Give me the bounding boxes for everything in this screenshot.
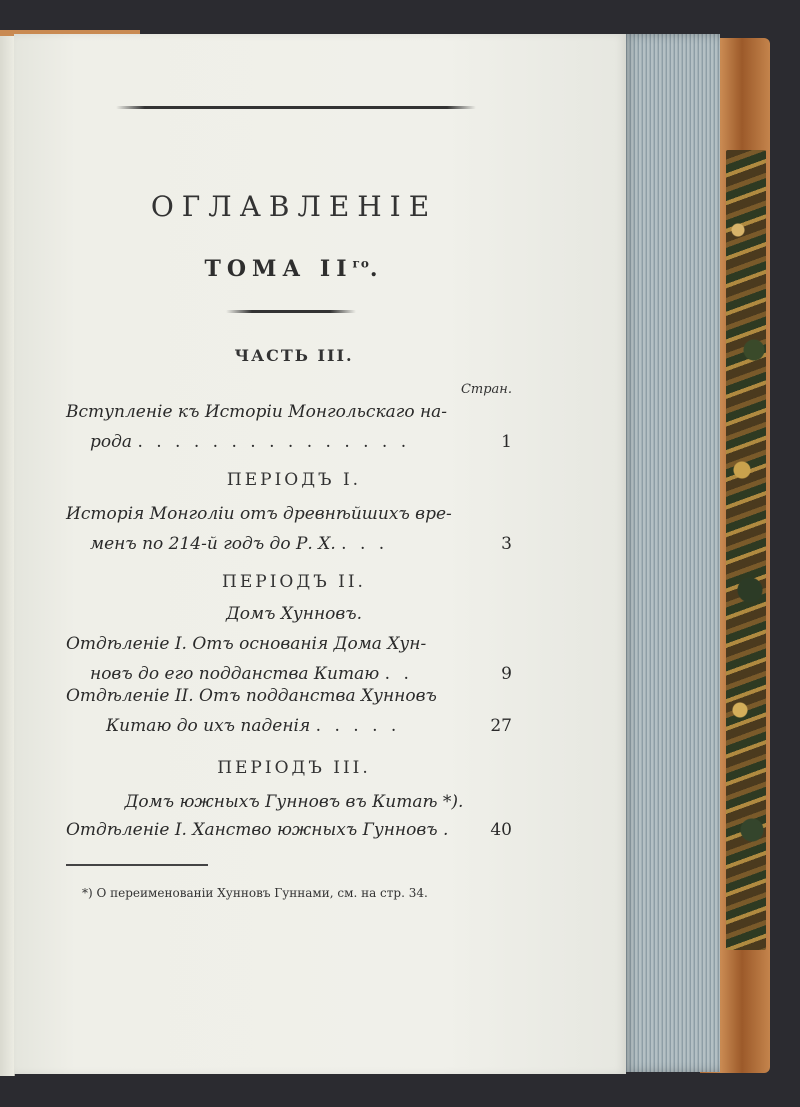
period-1-title: ПЕРІОДЪ I. [226,470,362,490]
intro-dots: . . . . . . . . . . . . . . . [137,432,411,452]
period-1-line-1: Исторія Монголіи отъ древнѣйшихъ вре- [66,504,452,524]
intro-line-2-text: рода [90,432,133,452]
period-2-section-2-line-1: Отдѣленіе II. Отъ подданства Хунновъ [66,686,437,706]
volume-label: ТОМА II [204,256,353,282]
left-page-edge [0,36,15,1076]
period-1-dots: . . . [341,534,389,554]
top-rule [116,106,476,109]
period-2-section-1-line-1: Отдѣленіе I. Отъ основанія Дома Хун- [66,634,427,654]
intro-line-2 [90,432,538,452]
period-1-page-number: 3 [501,534,512,554]
footnote: *) О переименованіи Хунновъ Гуннами, см. на стр. 34. [82,886,428,900]
footnote-rule [66,864,208,866]
period-2-title: ПЕРІОДЪ II. [222,572,366,592]
marbled-paper-edge [726,150,766,950]
book-page [14,34,626,1074]
part-title: ЧАСТЬ III. [234,346,354,365]
page-title: ОГЛАВЛЕНІЕ [150,190,438,223]
volume-period: . [369,256,384,282]
intro-page-number: 1 [501,432,512,452]
period-2-section-2-line-2-text: Китаю до ихъ паденія [106,716,311,736]
volume-superscript: го [352,256,370,271]
period-2-section-2-dots: . . . . . [315,716,401,736]
period-3-section-1-page-number: 40 [490,820,512,840]
title-rule [226,310,356,313]
period-3-section-1-line-1: Отдѣленіе I. Ханство южныхъ Гунновъ . [66,820,449,840]
page-block-edge [622,34,720,1072]
intro-line-1: Вступленіе къ Исторіи Монгольскаго на- [66,402,448,422]
period-2-house: Домъ Хунновъ. [225,604,363,624]
page-column-label: Стран. [460,382,512,397]
period-2-section-1-line-2 [90,664,538,684]
period-3-title: ПЕРІОДЪ III. [217,758,371,778]
period-2-section-2-page-number: 27 [490,716,512,736]
volume-title [14,256,574,282]
period-1-line-2 [90,534,538,554]
period-2-section-1-page-number: 9 [501,664,512,684]
period-1-line-2-text: менъ по 214-й годъ до Р. Х. [90,534,336,554]
period-2-section-1-line-2-text: новъ до его подданства Китаю [90,664,380,684]
period-2-section-2-line-2 [106,716,554,736]
period-3-house: Домъ южныхъ Гунновъ въ Китаѣ *). [124,792,464,812]
period-2-section-1-dots: . . [384,664,413,684]
